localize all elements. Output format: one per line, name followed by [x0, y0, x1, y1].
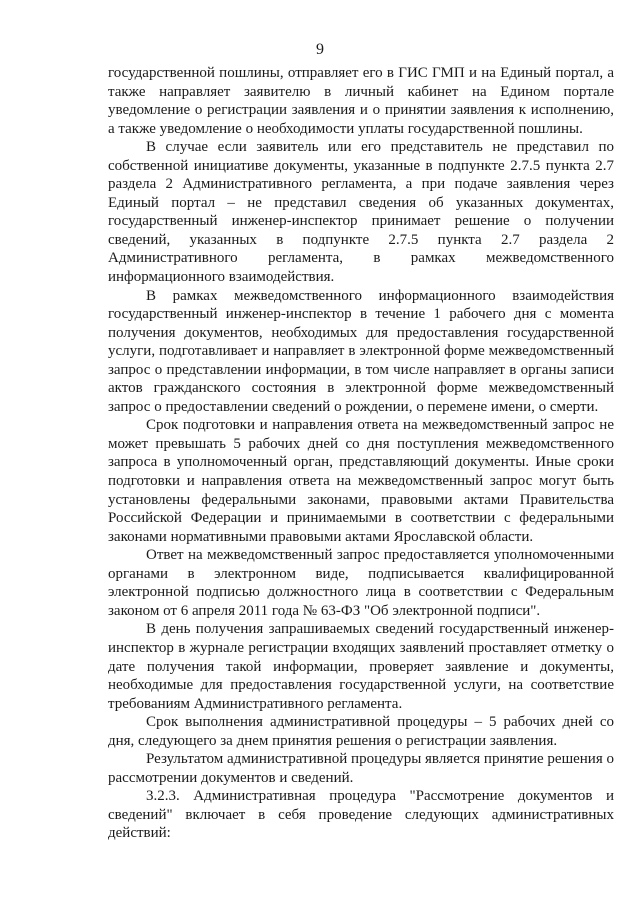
- document-body: [108, 64, 614, 843]
- paragraph-interagency-request: В рамках межведомственного информационного взаимодействия государственный инженер-инспектор в течение 1 рабочего дня с момента получения документов, необходимых для предоставления государственной услуги, подготавливает и направляет в электронной форме межведомственный запрос о представлении информации, в том числе направляет в органы записи актов гражданского состояния в электронной форме межведомственный запрос о предоставлении сведений о рождении, о перемене имени, о смерти.: [108, 287, 614, 415]
- paragraph-section-3-2-3: 3.2.3. Административная процедура "Рассмотрение документов и сведений" включает в себя проведение следующих административных действий:: [108, 788, 614, 842]
- paragraph-continuation: государственной пошлины, отправляет его в ГИС ГМП и на Единый портал, а также направляет заявителю в личный кабинет на Едином портале уведомление о регистрации заявления и о принятии заявления к исполнению, а также уведомление о необходимости уплаты государственной пошлины.: [108, 65, 614, 137]
- paragraph-response-deadline: Срок подготовки и направления ответа на межведомственный запрос не может превышать 5 рабочих дней со дня поступления межведомственного запроса в уполномоченный орган, представляющий документы. Иные сроки подготовки и направления ответа на межведомственный запрос могут быть установлены федеральными законами, правовыми актами Правительства Российской Федерации и принимаемыми в соответствии с федеральными законами нормативными правовыми актами Ярославской области.: [108, 417, 614, 545]
- paragraph-receipt-day: В день получения запрашиваемых сведений государственный инженер-инспектор в журнале регистрации входящих заявлений проставляет отметку о дате получения такой информации, проверяет заявление и документы, необходимые для предоставления государственной услуги, на соответствие требованиям Административного регламента.: [108, 621, 614, 712]
- paragraph-electronic-response: Ответ на межведомственный запрос предоставляется уполномоченными органами в электронном виде, подписывается квалифицированной электронной подписью должностного лица в соответствии с Федеральным законом от 6 апреля 2011 года № 63-ФЗ "Об электронной подписи".: [108, 547, 614, 619]
- paragraph-procedure-result: Результатом административной процедуры является принятие решения о рассмотрении документов и сведений.: [108, 751, 614, 786]
- paragraph-missing-documents: В случае если заявитель или его представитель не представил по собственной инициативе документы, указанные в подпункте 2.7.5 пункта 2.7 раздела 2 Административного регламента, а при подаче заявления через Единый портал – не представил сведения об указанных документах, государственный инженер-инспектор принимает решение о получении сведений, указанных в подпункте 2.7.5 пункта 2.7 раздела 2 Административного регламента, в рамках межведомственного информационного взаимодействия.: [108, 139, 614, 286]
- paragraph-procedure-term: Срок выполнения административной процедуры – 5 рабочих дней со дня, следующего за днем принятия решения о регистрации заявления.: [108, 714, 614, 749]
- page-number: 9: [316, 41, 324, 58]
